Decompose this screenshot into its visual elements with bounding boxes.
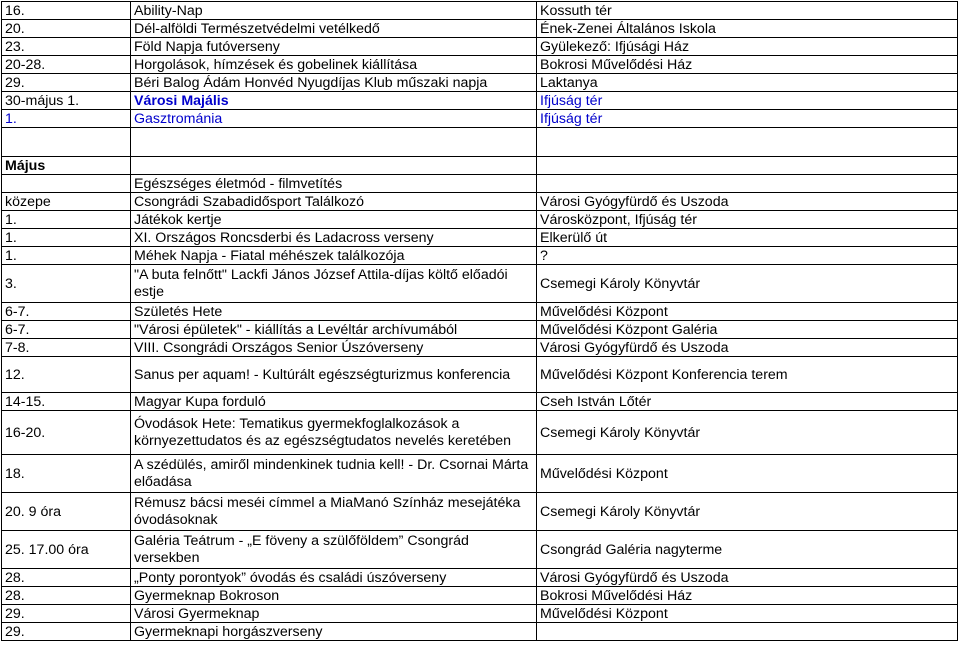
- table-row: [2, 229, 958, 247]
- place-cell: Kossuth tér: [537, 2, 958, 20]
- date-cell: [2, 128, 131, 157]
- table-row: [2, 157, 958, 175]
- place-cell: Művelődési Központ: [537, 303, 958, 321]
- event-cell: "Városi épületek" - kiállítás a Levéltár archívumából: [131, 321, 537, 339]
- table-row: [2, 531, 958, 569]
- event-cell: Galéria Teátrum - „E föveny a szülőföldem” Csongrád versekben: [131, 531, 537, 569]
- place-cell: Művelődési Központ Galéria: [537, 321, 958, 339]
- place-cell: Művelődési Központ Konferencia terem: [537, 357, 958, 393]
- date-cell: 20. 9 óra: [2, 493, 131, 531]
- date-cell: 6-7.: [2, 321, 131, 339]
- table-row: [2, 74, 958, 92]
- date-cell: 1.: [2, 229, 131, 247]
- event-cell: Óvodások Hete: Tematikus gyermekfoglalkozások a környezettudatos és az egészségtudatos nevelés keretében: [131, 411, 537, 455]
- table-row: [2, 193, 958, 211]
- date-cell: 16-20.: [2, 411, 131, 455]
- date-cell: [2, 175, 131, 193]
- date-cell: 1.: [2, 211, 131, 229]
- events-table: [1, 1, 958, 641]
- place-cell: Művelődési Központ: [537, 605, 958, 623]
- event-cell: „Ponty porontyok” óvodás és családi úszóverseny: [131, 569, 537, 587]
- table-row: [2, 339, 958, 357]
- table-row: [2, 110, 958, 128]
- date-cell: közepe: [2, 193, 131, 211]
- place-cell: Városközpont, Ifjúság tér: [537, 211, 958, 229]
- event-cell: Városi Majális: [131, 92, 537, 110]
- table-row: [2, 493, 958, 531]
- date-cell: 14-15.: [2, 393, 131, 411]
- date-cell: 29.: [2, 623, 131, 641]
- date-cell: 23.: [2, 38, 131, 56]
- table-row: [2, 20, 958, 38]
- place-cell: Ifjúság tér: [537, 92, 958, 110]
- event-cell: [131, 128, 537, 157]
- date-cell: 1.: [2, 110, 131, 128]
- event-cell: [131, 157, 537, 175]
- event-cell: Játékok kertje: [131, 211, 537, 229]
- event-cell: Béri Balog Ádám Honvéd Nyugdíjas Klub műszaki napja: [131, 74, 537, 92]
- place-cell: [537, 157, 958, 175]
- date-cell: 20.: [2, 20, 131, 38]
- date-cell: 3.: [2, 265, 131, 303]
- table-row: [2, 92, 958, 110]
- table-row: [2, 247, 958, 265]
- place-cell: Elkerülő út: [537, 229, 958, 247]
- table-row: [2, 605, 958, 623]
- event-cell: Magyar Kupa forduló: [131, 393, 537, 411]
- event-cell: A szédülés, amiről mindenkinek tudnia kell! - Dr. Csornai Márta előadása: [131, 455, 537, 493]
- place-cell: Bokrosi Művelődési Ház: [537, 587, 958, 605]
- event-cell: Csongrádi Szabadidősport Találkozó: [131, 193, 537, 211]
- table-row: [2, 128, 958, 157]
- date-cell: 1.: [2, 247, 131, 265]
- date-cell: 28.: [2, 569, 131, 587]
- table-row: [2, 357, 958, 393]
- table-row: [2, 56, 958, 74]
- date-cell: 20-28.: [2, 56, 131, 74]
- date-cell: 30-május 1.: [2, 92, 131, 110]
- event-cell: Dél-alföldi Természetvédelmi vetélkedő: [131, 20, 537, 38]
- event-cell: Gasztrománia: [131, 110, 537, 128]
- table-row: [2, 321, 958, 339]
- date-cell: 7-8.: [2, 339, 131, 357]
- event-cell: XI. Országos Roncsderbi és Ladacross verseny: [131, 229, 537, 247]
- table-row: [2, 211, 958, 229]
- place-cell: Ifjúság tér: [537, 110, 958, 128]
- place-cell: [537, 175, 958, 193]
- place-cell: Ének-Zenei Általános Iskola: [537, 20, 958, 38]
- place-cell: Gyülekező: Ifjúsági Ház: [537, 38, 958, 56]
- event-cell: Sanus per aquam! - Kultúrált egészségturizmus konferencia: [131, 357, 537, 393]
- place-cell: Laktanya: [537, 74, 958, 92]
- table-row: [2, 393, 958, 411]
- event-cell: Születés Hete: [131, 303, 537, 321]
- event-cell: VIII. Csongrádi Országos Senior Úszóverseny: [131, 339, 537, 357]
- event-cell: Városi Gyermeknap: [131, 605, 537, 623]
- place-cell: Városi Gyógyfürdő és Uszoda: [537, 339, 958, 357]
- table-row: [2, 569, 958, 587]
- table-row: [2, 411, 958, 455]
- event-cell: "A buta felnőtt" Lackfi János József Attila-díjas költő előadói estje: [131, 265, 537, 303]
- date-cell: 29.: [2, 605, 131, 623]
- date-cell: 28.: [2, 587, 131, 605]
- place-cell: Művelődési Központ: [537, 455, 958, 493]
- event-cell: Gyermeknap Bokroson: [131, 587, 537, 605]
- place-cell: [537, 128, 958, 157]
- place-cell: ?: [537, 247, 958, 265]
- table-row: [2, 265, 958, 303]
- event-cell: Egészséges életmód - filmvetítés: [131, 175, 537, 193]
- place-cell: Bokrosi Művelődési Ház: [537, 56, 958, 74]
- place-cell: Városi Gyógyfürdő és Uszoda: [537, 193, 958, 211]
- table-row: [2, 455, 958, 493]
- table-row: [2, 2, 958, 20]
- date-cell: 6-7.: [2, 303, 131, 321]
- table-row: [2, 623, 958, 641]
- date-cell: 18.: [2, 455, 131, 493]
- place-cell: Városi Gyógyfürdő és Uszoda: [537, 569, 958, 587]
- place-cell: Csemegi Károly Könyvtár: [537, 493, 958, 531]
- table-row: [2, 587, 958, 605]
- place-cell: Csemegi Károly Könyvtár: [537, 265, 958, 303]
- event-cell: Horgolások, hímzések és gobelinek kiállítása: [131, 56, 537, 74]
- place-cell: Cseh István Lőtér: [537, 393, 958, 411]
- event-cell: Rémusz bácsi meséi címmel a MiaManó Színház mesejátéka óvodásoknak: [131, 493, 537, 531]
- table-row: [2, 175, 958, 193]
- date-cell: 12.: [2, 357, 131, 393]
- event-cell: Méhek Napja - Fiatal méhészek találkozója: [131, 247, 537, 265]
- table-row: [2, 303, 958, 321]
- event-cell: Ability-Nap: [131, 2, 537, 20]
- event-cell: Föld Napja futóverseny: [131, 38, 537, 56]
- place-cell: Csemegi Károly Könyvtár: [537, 411, 958, 455]
- date-cell: 25. 17.00 óra: [2, 531, 131, 569]
- month-heading: Május: [2, 157, 131, 175]
- table-row: [2, 38, 958, 56]
- date-cell: 16.: [2, 2, 131, 20]
- place-cell: Csongrád Galéria nagyterme: [537, 531, 958, 569]
- place-cell: [537, 623, 958, 641]
- event-cell: Gyermeknapi horgászverseny: [131, 623, 537, 641]
- date-cell: 29.: [2, 74, 131, 92]
